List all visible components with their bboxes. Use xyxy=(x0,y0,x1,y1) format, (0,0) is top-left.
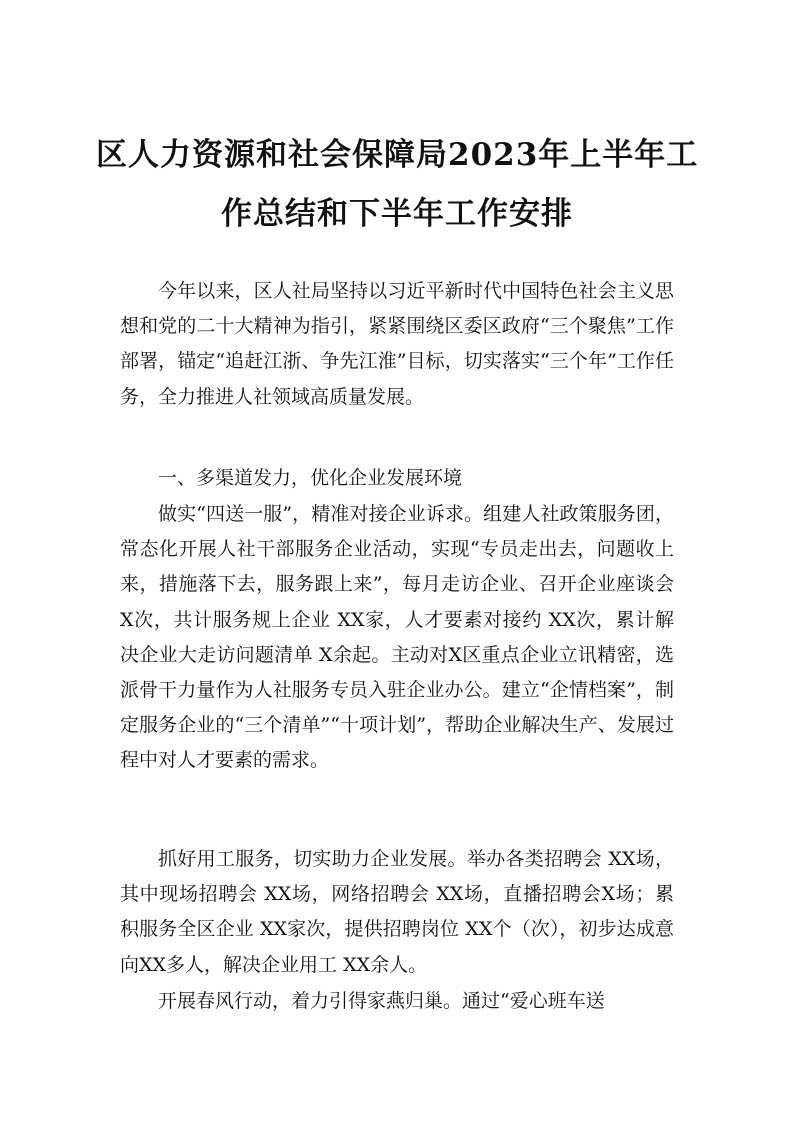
section-heading-1: 一、多渠道发力，优化企业发展环境 xyxy=(158,467,463,489)
paragraph-intro: 今年以来，区人社局坚持以习近平新时代中国特色社会主义思想和党的二十大精神为指引，紧紧围绕区委区政府“三个聚焦”工作部署，锚定“追赶江浙、争先江淮”目标，切实落实“三个年”工作任务，全力推进人社领域高质量发展。 xyxy=(120,280,674,408)
paragraph-spring-breeze: 开展春风行动，着力引得家燕归巢。通过“爱心班车送 xyxy=(158,990,605,1012)
document-title-line-2: 作总结和下半年工作安排 xyxy=(221,196,573,232)
document-title-line-1: 区人力资源和社会保障局2023年上半年工 xyxy=(96,137,699,173)
paragraph-employment-service: 抓好用工服务，切实助力企业发展。举办各类招聘会 XX场，其中现场招聘会 XX场，网络招聘会 XX场，直播招聘会X场；累积服务全区企业 XX家次，提供招聘岗位 XX个（次），初步达成意向XX多人，解决企业用工 XX余人。 xyxy=(120,848,674,976)
paragraph-four-send-one-service: 做实“四送一服”，精准对接企业诉求。组建人社政策服务团，常态化开展人社干部服务企业活动，实现“专员走出去，问题收上来，措施落下去，服务跟上来”，每月走访企业、召开企业座谈会 X次，共计服务规上企业 XX家，人才要素对接约 XX次，累计解决企业大走访问题清单 X余起。主动对X区重点企业立讯精密，选派骨干力量作为人社服务专员入驻企业办公。建立“企情档案”，制定服务企业的“三个清单”“十项计划”，帮助企业解决生产、发展过程中对人才要素的需求。 xyxy=(120,503,674,772)
